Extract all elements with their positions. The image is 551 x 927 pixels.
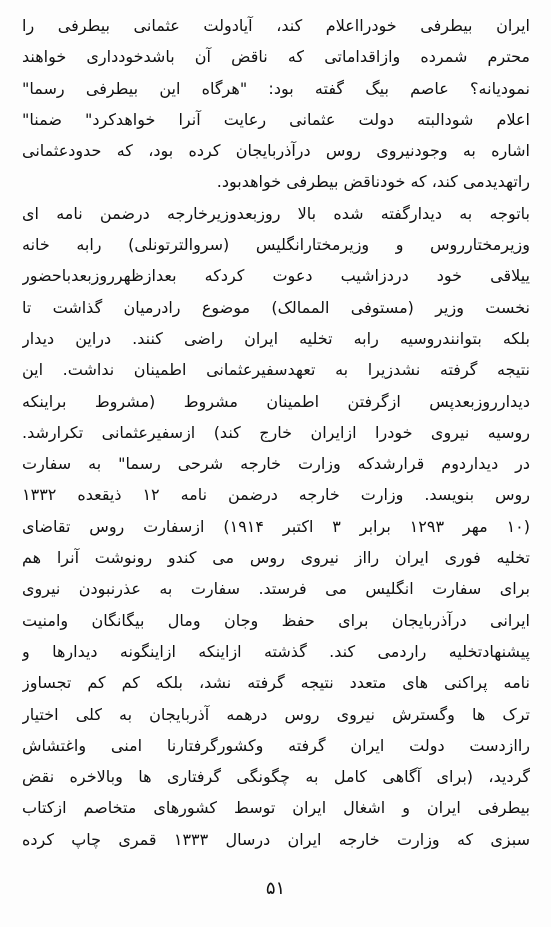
page-number: ۵۱: [265, 878, 286, 899]
text-line: اشاره به وجودنیروی روس درآذربایجان کرده بود، که حدودعثمانی: [22, 141, 530, 161]
text-line: نخست وزیر (مستوفی الممالک) موضوع رادرمیان گذاشت تا: [22, 297, 530, 317]
text-line: (۱۰ مهر ۱۲۹۳ برابر ۳ اکتبر ۱۹۱۴) ازسفارت روس تقاضای: [22, 516, 530, 536]
text-line: ترک ها وگسترش نیروی روس درهمه آذربایجان به کلی اختیار: [22, 704, 530, 724]
text-line: اعلام شودالبته دولت عثمانی رعایت آنرا خواهدکرد" ضمنا": [22, 109, 530, 129]
text-line: راتهدیدمی کند، که خودناقض بیطرفی خواهدبود.: [216, 172, 530, 192]
text-line: تخلیه فوری ایران رااز نیروی روس می کندو رونوشت آنرا هم: [22, 548, 530, 568]
text-line: نمودیانه؟ عاصم بیگ گفته بود: "هرگاه این بیطرفی رسما": [22, 78, 530, 98]
text-line: بیطرفی ایران و اشغال ایران توسط کشورهای متخاصم ازکتاب: [22, 798, 530, 818]
text-line: باتوجه به دیدارگفته شده بالا روزبعدوزیرخارجه درضمن نامه ای: [22, 203, 530, 223]
text-line: روسیه نیروی خودرا ازایران خارج کند) ازسفیرعثمانی تکرارشد.: [22, 422, 530, 442]
text-line: در دیداردوم قرارشدکه وزارت خارجه شرحی رسما" به سفارت: [22, 454, 530, 474]
body-text: [22, 10, 530, 855]
text-line: سبزی که وزارت خارجه ایران درسال ۱۳۳۳ قمری چاپ کرده: [22, 829, 530, 849]
text-line: دیدارروزبعدپس ازگرفتن اطمینان مشروط (مشروط براینکه: [22, 391, 530, 411]
text-line: ایرانی درآذربایجان برای حفظ وجان ومال بیگانگان وامنیت: [22, 610, 530, 630]
text-line: روس بنویسد. وزارت خارجه درضمن نامه ۱۲ ذیقعده ۱۳۳۲: [22, 485, 530, 505]
text-line: ایران بیطرفی خودرااعلام کند، آیادولت عثمانی بیطرفی را: [22, 16, 530, 35]
text-line: نامه پراکنی های متعدد نتیجه گرفته نشد، بلکه کم کم تجساوز: [22, 673, 530, 693]
text-line: محترم شمرده وازاقداماتی که ناقض آن باشدخودداری خواهند: [22, 47, 530, 67]
text-line: راازدست دولت ایران گرفته وکشورگرفتارنا امنی واغتشاش: [22, 735, 530, 755]
text-line: وزیرمختارروس و وزیرمختارانگلیس (سروالترتونلی) رابه خانه: [22, 235, 530, 255]
text-line: ییلاقی خود دردزاشیب دعوت کردکه بعدازظهرروزبعدباحضور: [22, 266, 530, 286]
text-line: نتیجه گرفته نشدزیرا به تعهدسفیرعثمانی اطمینان نداشت. این: [22, 360, 530, 380]
text-line: گردید، (برای آگاهی کامل به چگونگی گرفتاری ها وبالاخره نقض: [22, 767, 530, 787]
text-line: پیشنهادتخلیه راردمی کند. گذشته ازاینکه ازاینگونه دیدارها و: [22, 641, 530, 661]
text-line: بلکه بتوانندروسیه رابه تخلیه ایران راضی کنند. دراین دیدار: [22, 328, 530, 348]
text-line: برای سفارت انگلیس می فرستد. سفارت به عذرنبودن نیروی: [22, 579, 530, 599]
